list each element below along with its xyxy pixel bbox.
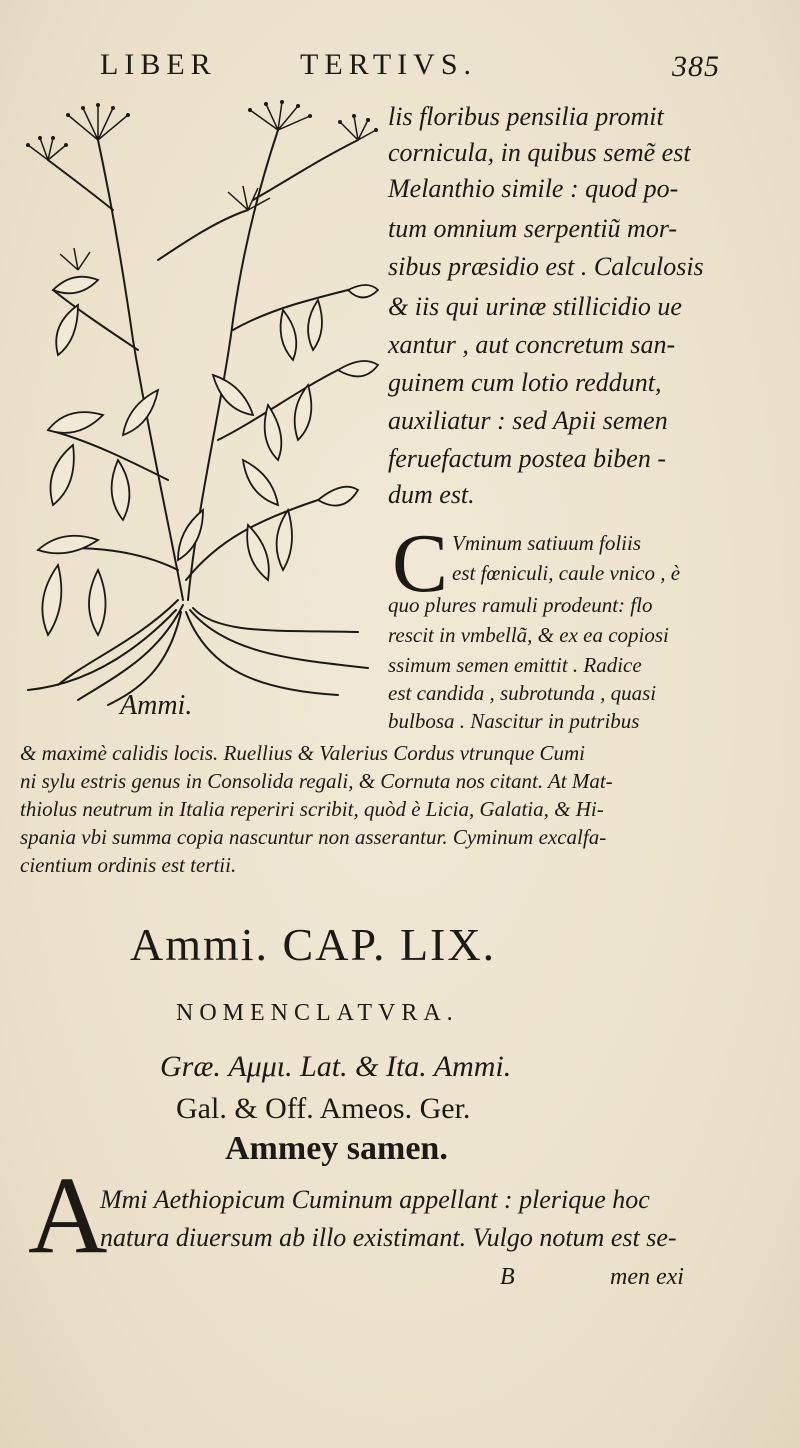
text-line: quo plures ramuli prodeunt: flo bbox=[388, 593, 653, 617]
plant-caption: Ammi. bbox=[120, 690, 193, 721]
text-line: lis floribus pensilia promit bbox=[388, 102, 664, 131]
text-line: auxiliatur : sed Apii semen bbox=[388, 406, 668, 435]
text-line: est fœniculi, caule vnico , è bbox=[452, 561, 681, 585]
signature-mark: B bbox=[500, 1264, 515, 1290]
text-line: dum est. bbox=[388, 480, 475, 509]
synonyms-gallic: Gal. & Off. Ameos. Ger. bbox=[176, 1092, 471, 1125]
text-line: Mmi Aethiopicum Cuminum appellant : plerique hoc bbox=[100, 1185, 650, 1214]
text-line: thiolus neutrum in Italia reperiri scribit, quòd è Licia, Galatia, & Hi- bbox=[20, 797, 604, 821]
text-line: feruefactum postea biben - bbox=[388, 444, 666, 473]
text-line: guinem cum lotio reddunt, bbox=[388, 368, 662, 397]
text-line: sibus præsidio est . Calculosis bbox=[388, 252, 704, 281]
synonyms-german: Ammey samen. bbox=[225, 1130, 448, 1167]
header-liber: LIBER bbox=[100, 48, 217, 81]
text-line: Vminum satiuum foliis bbox=[452, 531, 642, 555]
text-line: cornicula, in quibus semẽ est bbox=[388, 138, 691, 167]
cumin-plant-woodcut bbox=[18, 100, 383, 725]
text-line: & maximè calidis locis. Ruellius & Valerius Cordus vtrunque Cumi bbox=[20, 741, 586, 765]
text-line: natura diuersum ab illo existimant. Vulgo notum est se- bbox=[100, 1223, 677, 1252]
chapter-title: Ammi. CAP. LIX. bbox=[130, 919, 497, 970]
text-line: bulbosa . Nascitur in putribus bbox=[388, 709, 640, 733]
running-header bbox=[100, 48, 720, 88]
nomenclatura-heading: NOMENCLATVRA. bbox=[176, 1000, 459, 1026]
text-line: rescit in vmbellã, & ex ea copiosi bbox=[388, 623, 669, 647]
text-line: est candida , subrotunda , quasi bbox=[388, 681, 657, 705]
drop-cap-a: A bbox=[28, 1154, 108, 1276]
text-line: xantur , aut concretum san- bbox=[388, 330, 676, 359]
text-line: tum omnium serpentiũ mor- bbox=[388, 214, 678, 243]
text-line: ssimum semen emittit . Radice bbox=[388, 653, 642, 677]
folio-number: 385 bbox=[672, 50, 720, 83]
synonyms-greek-latin: Græ. Αμμι. Lat. & Ita. Ammi. bbox=[160, 1050, 512, 1083]
header-tertius: TERTIVS. bbox=[300, 48, 478, 81]
drop-cap-c: C bbox=[392, 517, 449, 610]
text-line: ni sylu estris genus in Consolida regali, & Cornuta nos citant. At Mat- bbox=[20, 769, 613, 793]
text-line: spania vbi summa copia nascuntur non asserantur. Cyminum excalfa- bbox=[20, 825, 607, 849]
text-line: Melanthio simile : quod po- bbox=[388, 174, 679, 203]
text-line: cientium ordinis est tertii. bbox=[20, 853, 237, 877]
text-line: & iis qui urinæ stillicidio ue bbox=[388, 292, 682, 321]
catchword: men exi bbox=[610, 1264, 684, 1290]
